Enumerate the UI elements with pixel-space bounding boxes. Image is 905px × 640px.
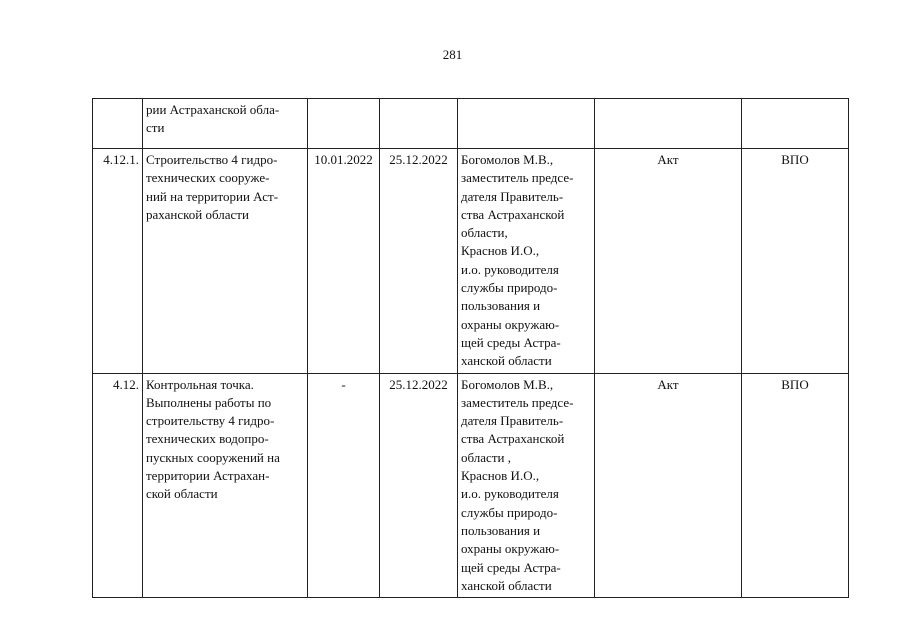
row-number-cell [93,99,143,149]
row-name-cell: Строительство 4 гидро- технических сооруже- ний на территории Аст- раханской области [143,149,308,374]
row-name-cell: рии Астраханской обла- сти [143,99,308,149]
row-document-cell: Акт [595,149,742,374]
row-document-cell [595,99,742,149]
row-end-date-cell: 25.12.2022 [380,373,458,598]
page-number: 281 [442,47,463,62]
plan-table [92,98,849,598]
row-end-date-cell [380,99,458,149]
row-responsible-cell: Богомолов М.В., заместитель предсе- дателя Правитель- ства Астраханской области, Краснов И.О., и.о. руководителя службы природо- пользования и охраны окружаю- щей среды Астра- ханской области [458,149,595,374]
row-number-cell: 4.12. [93,373,143,598]
row-info-system-cell: ВПО [742,373,849,598]
row-responsible-cell: Богомолов М.В., заместитель предсе- дателя Правитель- ства Астраханской области , Краснов И.О., и.о. руководителя службы природо- пользования и охраны окружаю- щей среды Астра- ханской области [458,373,595,598]
row-document-cell: Акт [595,373,742,598]
row-end-date-cell: 25.12.2022 [380,149,458,374]
table-row [93,373,849,598]
row-info-system-cell [742,99,849,149]
table-row [93,99,849,149]
row-start-date-cell [308,99,380,149]
row-number-cell: 4.12.1. [93,149,143,374]
table-row [93,149,849,374]
row-start-date-cell: - [308,373,380,598]
row-start-date-cell: 10.01.2022 [308,149,380,374]
row-info-system-cell: ВПО [742,149,849,374]
row-name-cell: Контрольная точка. Выполнены работы по строительству 4 гидро- технических водопро- пускных сооружений на территории Астрахан- ской области [143,373,308,598]
row-responsible-cell [458,99,595,149]
